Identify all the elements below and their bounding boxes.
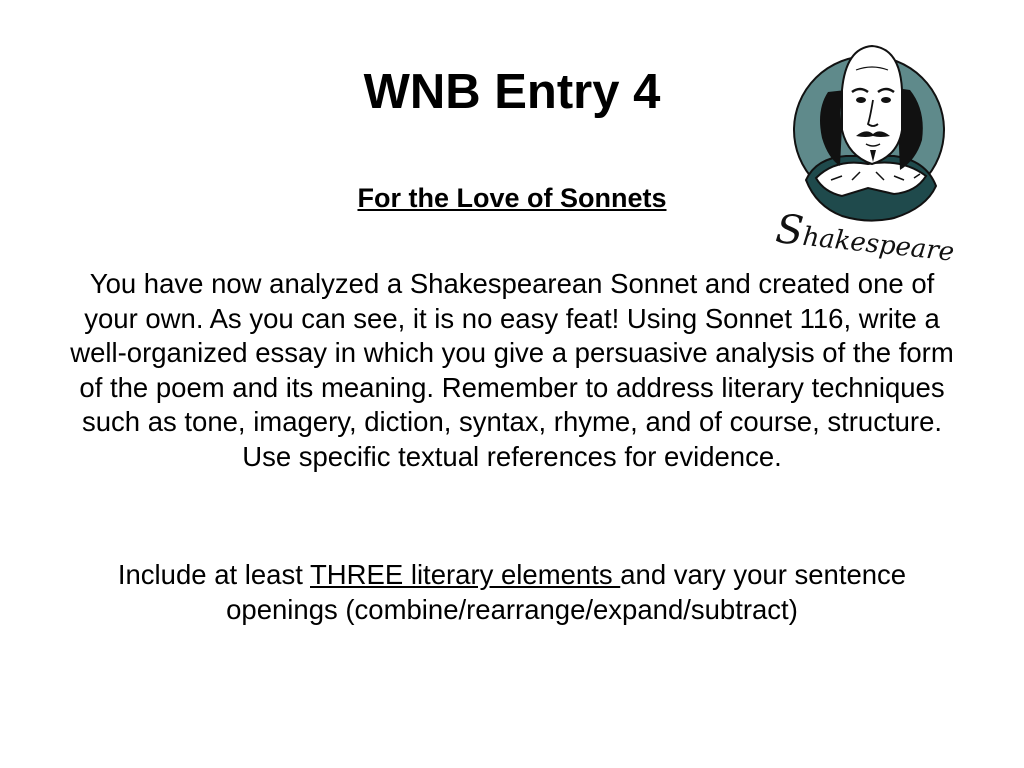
instruction-prefix: Include at least bbox=[117, 559, 310, 590]
instruction-paragraph bbox=[64, 558, 960, 627]
body-paragraph: You have now analyzed a Shakespearean Sonnet and created one of your own. As you can see, it is no easy feat! Using Sonnet 116, write a well-organized essay in which you give a persuasive analysis of the form of the poem and its meaning. Remember to address literary techniques such as tone, imagery, diction, syntax, rhyme, and of course, structure. Use specific textual references for evidence. bbox=[70, 268, 954, 472]
instruction-suffix: and vary your sentence openings (combine/rearrange/expand/subtract) bbox=[226, 559, 907, 625]
signature-rest: hakespeare bbox=[801, 221, 956, 268]
signature-initial: S bbox=[773, 206, 806, 255]
slide-title: WNB Entry 4 bbox=[363, 65, 661, 119]
instruction-emphasis: THREE literary elements bbox=[310, 559, 621, 590]
slide-subtitle: For the Love of Sonnets bbox=[357, 183, 667, 213]
